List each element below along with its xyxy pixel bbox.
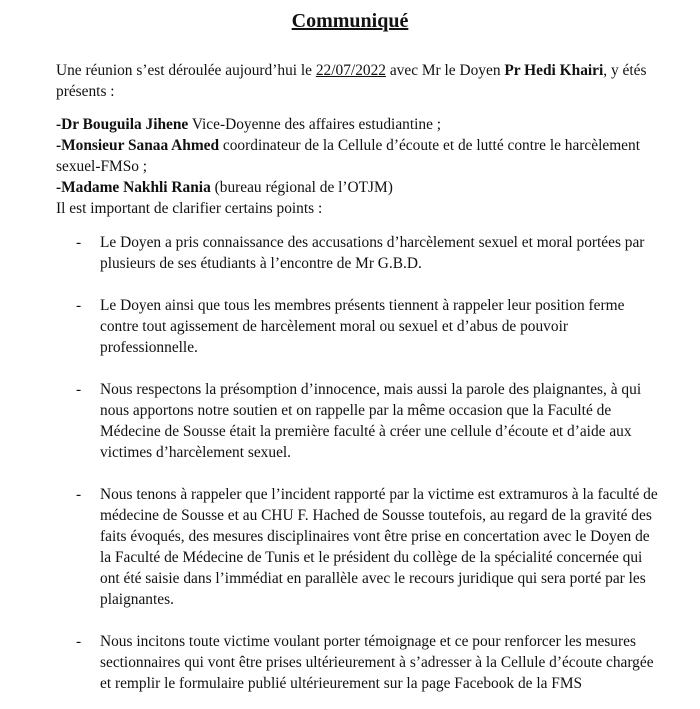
bullet-marker: -: [76, 486, 82, 503]
dean-name: Pr Hedi Khairi: [504, 62, 604, 79]
points-list: [62, 232, 662, 694]
bullet-marker: -: [76, 297, 82, 314]
attendee: [56, 114, 656, 135]
attendee-role: coordinateur de la Cellule d’écoute et de lutté contre le harcèlement sexuel-FMSo ;: [56, 137, 640, 175]
bullet-marker: -: [76, 633, 82, 650]
list-item-text: Nous respectons la présomption d’innocence, mais aussi la parole des plaignantes, à qui nous apportons notre soutien et on rappelle par la même occasion que la Faculté de Médecine de Sousse était la première faculté à créer une cellule d’écoute et d’aide aux victimes d’harcèlement sexuel.: [100, 381, 642, 461]
attendee-name: -Monsieur Sanaa Ahmed: [56, 137, 220, 154]
attendees-list: [56, 114, 656, 219]
document-title: Communiqué: [291, 10, 409, 32]
list-item-text: Nous tenons à rappeler que l’incident rapporté par la victime est extramuros à la faculté de médecine de Sousse et au CHU F. Hached de Sousse toutefois, au regard de la gravité des faits évoqués, des mesures disciplinaires vont être prise en concertation avec le Doyen de la Faculté de Médecine de Tunis et le président du collège de la spécialité concernée qui ont été saisie dans l’immédiat en parallèle avec le recours juridique qui sera porté par les plaignantes.: [100, 486, 658, 608]
bullet-marker: -: [76, 234, 82, 251]
list-item-text: Le Doyen a pris connaissance des accusations d’harcèlement sexuel et moral portées par plusieurs de ses étudiants à l’encontre de Mr G.B.D.: [100, 234, 645, 272]
intro-text: avec Mr le Doyen: [385, 62, 505, 79]
clarify-line: Il est important de clarifier certains points :: [56, 200, 323, 217]
list-item: [62, 631, 662, 694]
attendee-name: -Madame Nakhli Rania: [56, 179, 211, 196]
bullet-marker: -: [76, 381, 82, 398]
attendee: [56, 177, 656, 198]
list-item-text: Le Doyen ainsi que tous les membres présents tiennent à rappeler leur position ferme contre tout agissement de harcèlement moral ou sexuel et d’abus de pouvoir professionnelle.: [100, 297, 625, 356]
attendee-role: Vice-Doyenne des affaires estudiantine ;: [188, 116, 442, 133]
attendee-name: -Dr Bouguila Jihene: [56, 116, 189, 133]
attendee-role: (bureau régional de l’OTJM): [210, 179, 393, 196]
list-item-text: Nous incitons toute victime voulant porter témoignage et ce pour renforcer les mesures sectionnaires qui vont être prises ultérieurement à s’adresser à la Cellule d’écoute chargée et remplir le formulaire publié ultérieurement sur la page Facebook de la FMS: [100, 633, 654, 692]
intro-text: Une réunion s’est déroulée aujourd’hui le: [56, 62, 316, 79]
list-item: [62, 379, 662, 463]
meeting-date: 22/07/2022: [315, 62, 386, 79]
list-item: [62, 295, 662, 358]
list-item: [62, 232, 662, 274]
intro-paragraph: [56, 60, 656, 102]
attendee: [56, 135, 656, 177]
list-item: [62, 484, 662, 610]
intro-text: , y étés présents :: [56, 62, 647, 100]
